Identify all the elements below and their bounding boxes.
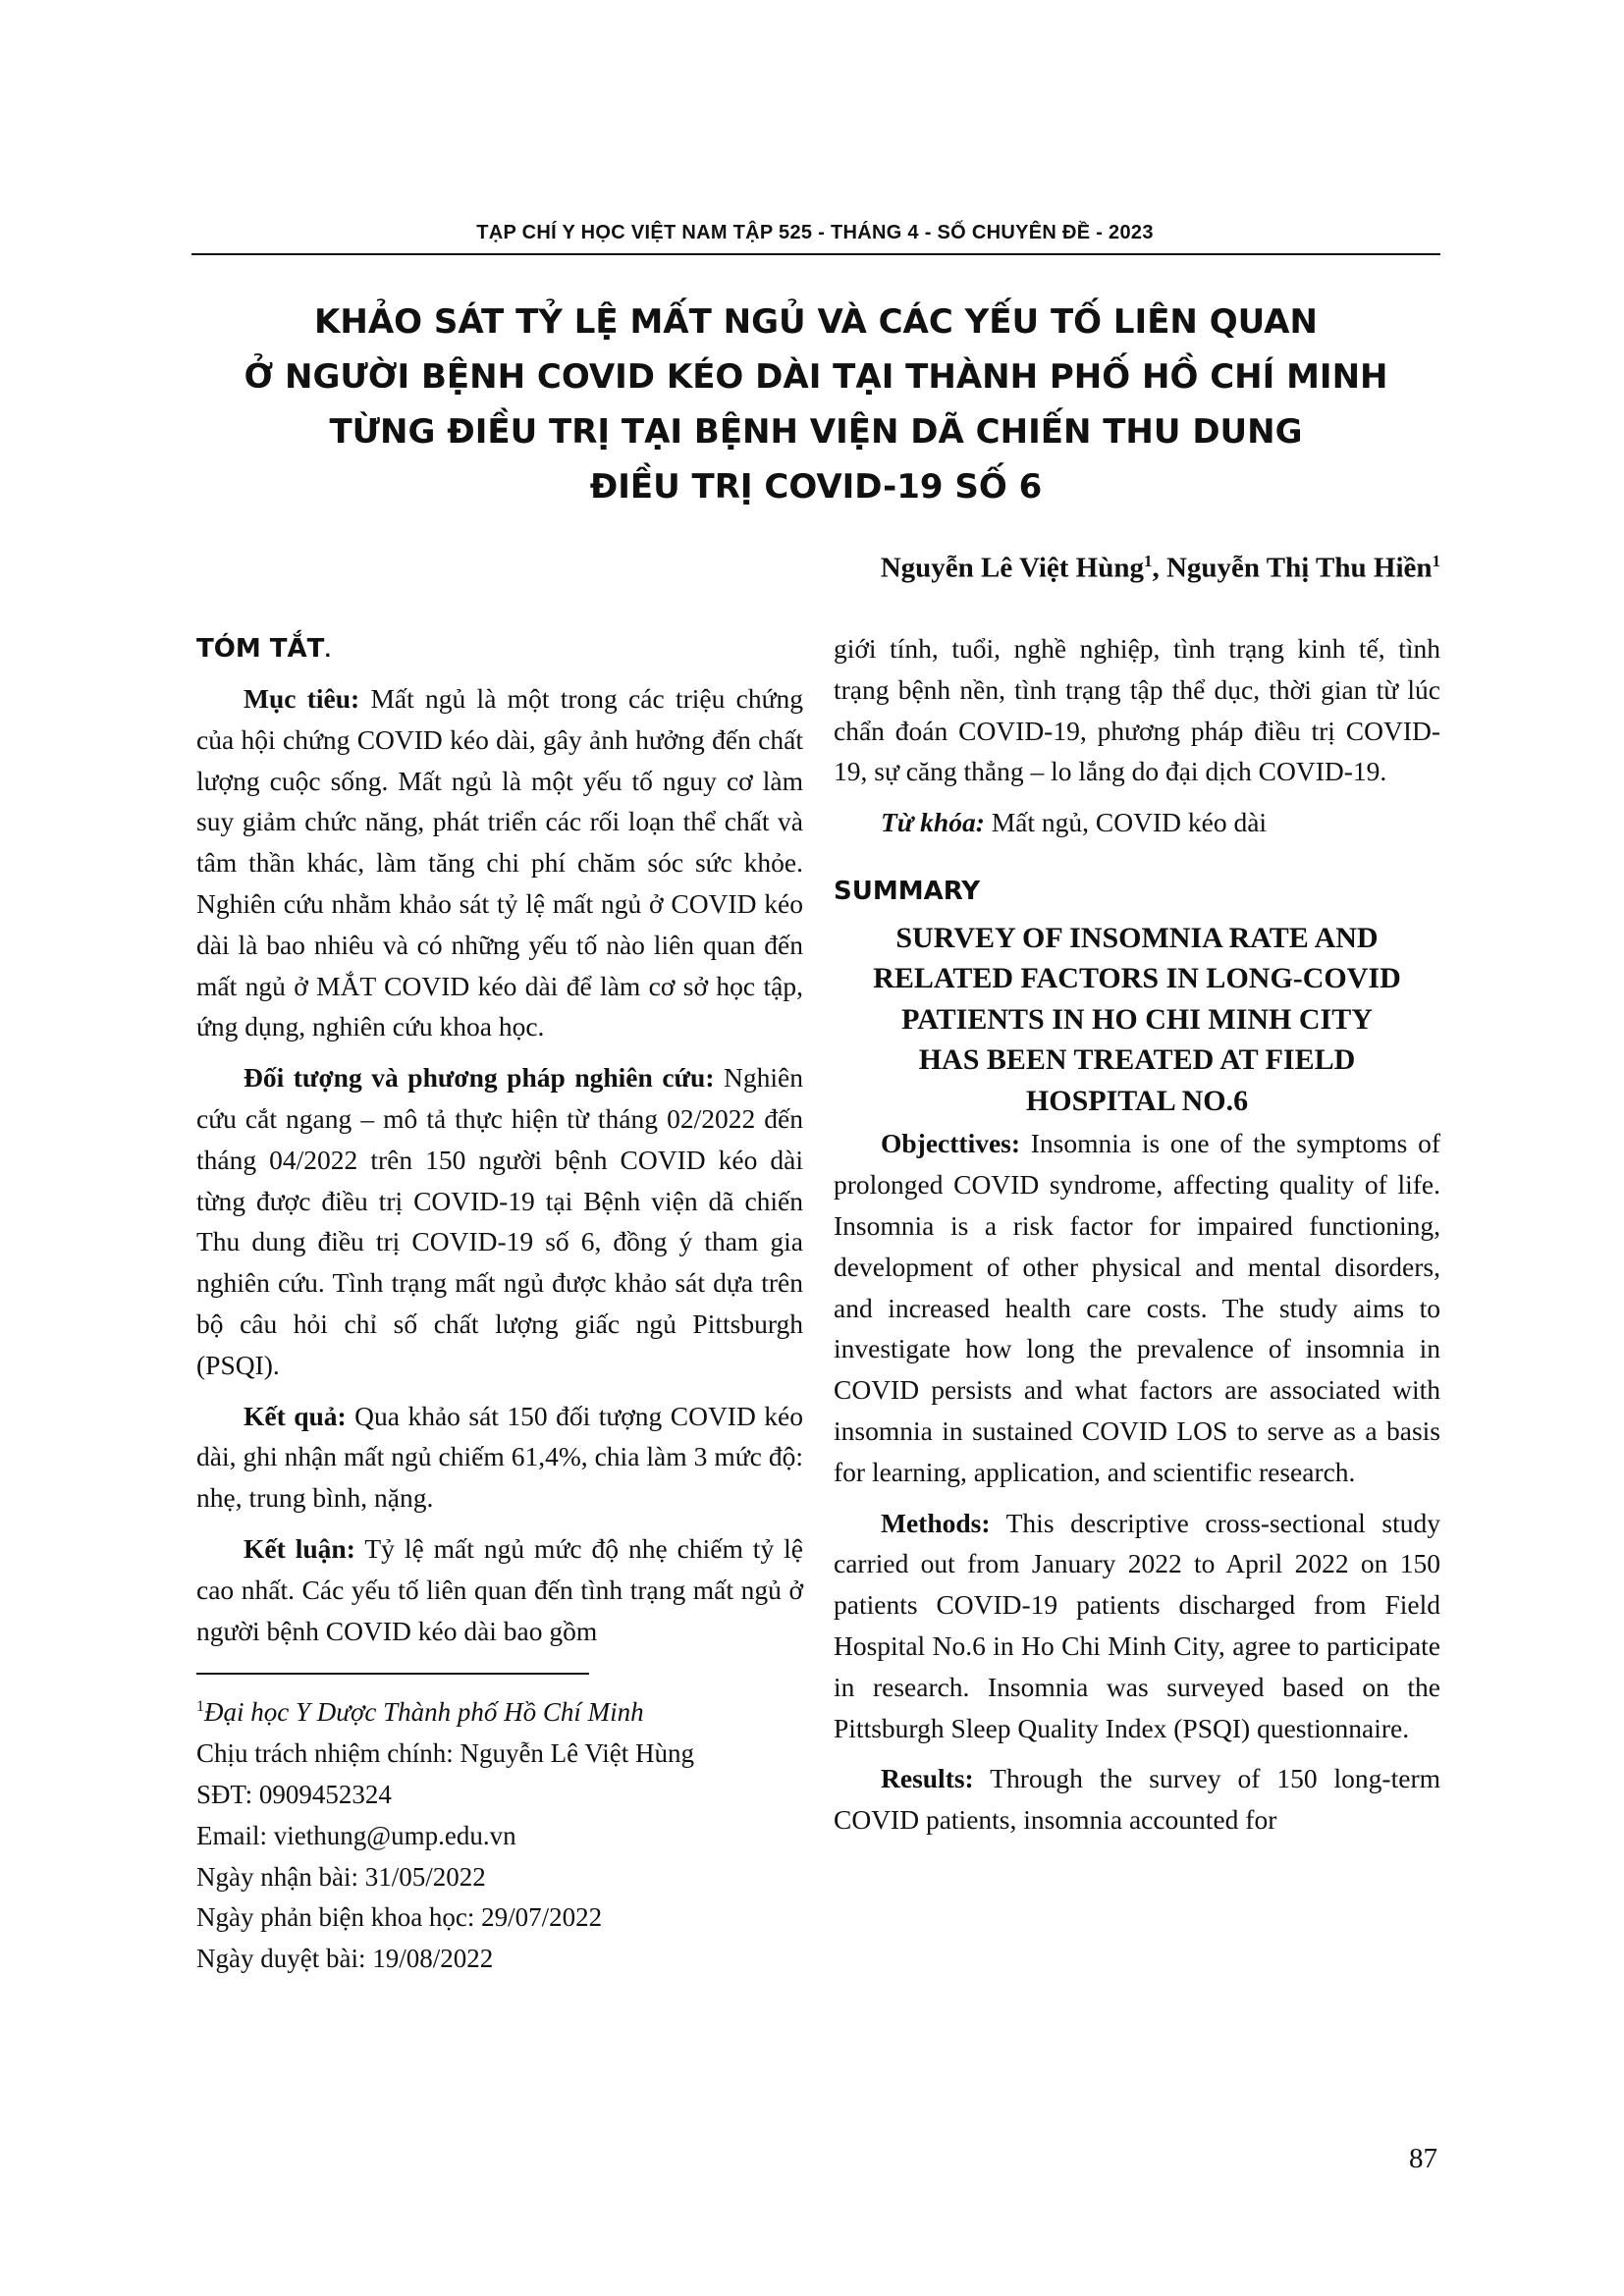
author-name: Nguyễn Lê Việt Hùng (880, 552, 1144, 584)
abstract-conclusion-continued: giới tính, tuổi, nghề nghiệp, tình trạng kinh tế, tình trạng bệnh nền, tình trạng tập thể dục, thời gian từ lúc chẩn đoán COVID-19, phương pháp điều trị COVID-19, sự căng thẳng – lo lắng do đại dịch COVID-19. (834, 633, 1440, 787)
title-line: ĐIỀU TRỊ COVID-19 SỐ 6 (589, 467, 1043, 507)
summary-heading: SUMMARY (834, 876, 981, 906)
results-text: Qua khảo sát 150 đối tượng COVID kéo dài, ghi nhận mất ngủ chiếm 61,4%, chia làm 3 mức độ: nhẹ, trung bình, nặng. (196, 1400, 803, 1514)
title-line: TỪNG ĐIỀU TRỊ TẠI BỆNH VIỆN DÃ CHIẾN THU DUNG (329, 412, 1303, 452)
footnote-accepted: Ngày duyệt bài: 19/08/2022 (196, 1944, 494, 1974)
right-column (834, 628, 1440, 1850)
page-number: 87 (1409, 2143, 1437, 2174)
conclusion-text: Tỷ lệ mất ngủ mức độ nhẹ chiếm tỷ lệ cao nhất. Các yếu tố liên quan đến tình trạng mất ngủ ở người bệnh COVID kéo dài bao gồm (196, 1532, 803, 1646)
keywords-text: Mất ngủ, COVID kéo dài (984, 807, 1268, 838)
author-affiliation-mark: 1 (1432, 552, 1440, 570)
results-text-en: Through the survey of 150 long-term COVID patients, insomnia accounted for (834, 1763, 1440, 1836)
author-affiliation-mark: 1 (1143, 552, 1153, 570)
footnote-rule (196, 1673, 589, 1675)
results-label: Kết quả: (244, 1400, 347, 1431)
authors (881, 552, 1440, 585)
title-line: KHẢO SÁT TỶ LỆ MẤT NGỦ VÀ CÁC YẾU TỐ LIÊN QUAN (314, 302, 1318, 342)
summary-title-line: HOSPITAL NO.6 (1025, 1084, 1249, 1117)
keywords-label: Từ khóa: (881, 807, 985, 838)
methods-label-en: Methods: (881, 1507, 991, 1538)
author-separator: , (1152, 552, 1166, 584)
summary-title (834, 918, 1440, 1122)
summary-title-line: PATIENTS IN HO CHI MINH CITY (901, 1002, 1373, 1036)
footnote-affiliation (196, 1686, 803, 1734)
abstract-methods (196, 1057, 803, 1385)
objective-label: Mục tiêu: (244, 683, 360, 714)
author-name: Nguyễn Thị Thu Hiền (1165, 552, 1433, 584)
methods-label: Đối tượng và phương pháp nghiên cứu: (244, 1062, 715, 1094)
abstract-heading-dot: . (324, 641, 332, 662)
summary-title-line: HAS BEEN TREATED AT FIELD (918, 1043, 1356, 1077)
results-label-en: Results: (881, 1763, 974, 1794)
summary-results (834, 1758, 1440, 1841)
running-header: TẠP CHÍ Y HỌC VIỆT NAM TẬP 525 - THÁNG 4 - SỐ CHUYÊN ĐỀ - 2023 (476, 222, 1154, 243)
summary-methods (834, 1503, 1440, 1749)
conclusion-label: Kết luận: (244, 1532, 355, 1564)
methods-text-en: This descriptive cross-sectional study carried out from January 2022 to April 2022 on 150 patients COVID-19 patients discharged from Field Hospital No.6 in Ho Chi Minh City, agree to participate in research. Insomnia was surveyed based on the Pittsburgh Sleep Quality Index (PSQI) questionnaire. (834, 1507, 1440, 1743)
footnote-received: Ngày nhận bài: 31/05/2022 (196, 1861, 486, 1892)
abstract-conclusion (196, 1528, 803, 1651)
abstract-results (196, 1396, 803, 1519)
footnote-responsible: Chịu trách nhiệm chính: Nguyễn Lê Việt Hùng (196, 1738, 695, 1769)
summary-objectives (834, 1123, 1440, 1492)
abstract-heading-text: TÓM TẮT (196, 634, 325, 664)
objectives-text-en: Insomnia is one of the symptoms of prolonged COVID syndrome, affecting quality of life. Insomnia is a risk factor for impaired functioning, development of other physical and mental disorders, and increased health care costs. The study aims to investigate how long the prevalence of insomnia in COVID persists and what factors are associated with insomnia in sustained COVID LOS to serve as a basis for learning, application, and scientific research. (834, 1128, 1440, 1487)
affiliation-text: Đại học Y Dược Thành phố Hồ Chí Minh (204, 1697, 644, 1728)
keywords (834, 802, 1440, 843)
footnote-mark: 1 (196, 1698, 204, 1716)
title-line: Ở NGƯỜI BỆNH COVID KÉO DÀI TẠI THÀNH PHỐ HỒ CHÍ MINH (244, 357, 1388, 397)
abstract-heading (196, 628, 803, 672)
methods-text: Nghiên cứu cắt ngang – mô tả thực hiện từ tháng 02/2022 đến tháng 04/2022 trên 150 người bệnh COVID kéo dài từng được điều trị COVID-19 tại Bệnh viện dã chiến Thu dung điều trị COVID-19 số 6, đồng ý tham gia nghiên cứu. Tình trạng mất ngủ được khảo sát dựa trên bộ câu hỏi chỉ số chất lượng giấc ngủ Pittsburgh (PSQI). (196, 1062, 803, 1380)
article-title (191, 294, 1440, 514)
summary-title-line: RELATED FACTORS IN LONG-COVID (873, 962, 1401, 995)
abstract-objective (196, 678, 803, 1047)
footnote-reviewed: Ngày phản biện khoa học: 29/07/2022 (196, 1902, 603, 1933)
objective-text: Mất ngủ là một trong các triệu chứng của hội chứng COVID kéo dài, gây ảnh hưởng đến chất lượng cuộc sống. Mất ngủ là một yếu tố nguy cơ làm suy giảm chức năng, phát triển các rối loạn thể chất và tâm thần khác, làm tăng chi phí chăm sóc sức khỏe. Nghiên cứu nhằm khảo sát tỷ lệ mất ngủ ở COVID kéo dài là bao nhiêu và có những yếu tố nào liên quan đến mất ngủ ở MẮT COVID kéo dài để làm cơ sở học tập, ứng dụng, nghiên cứu khoa học. (196, 683, 803, 1042)
objectives-label-en: Objecttives: (881, 1128, 1021, 1159)
footnote-email: Email: viethung@ump.edu.vn (196, 1820, 516, 1850)
header-rule (191, 253, 1440, 255)
left-column (196, 628, 803, 1980)
summary-title-line: SURVEY OF INSOMNIA RATE AND (895, 921, 1379, 954)
footnote-phone: SĐT: 0909452324 (196, 1779, 392, 1809)
